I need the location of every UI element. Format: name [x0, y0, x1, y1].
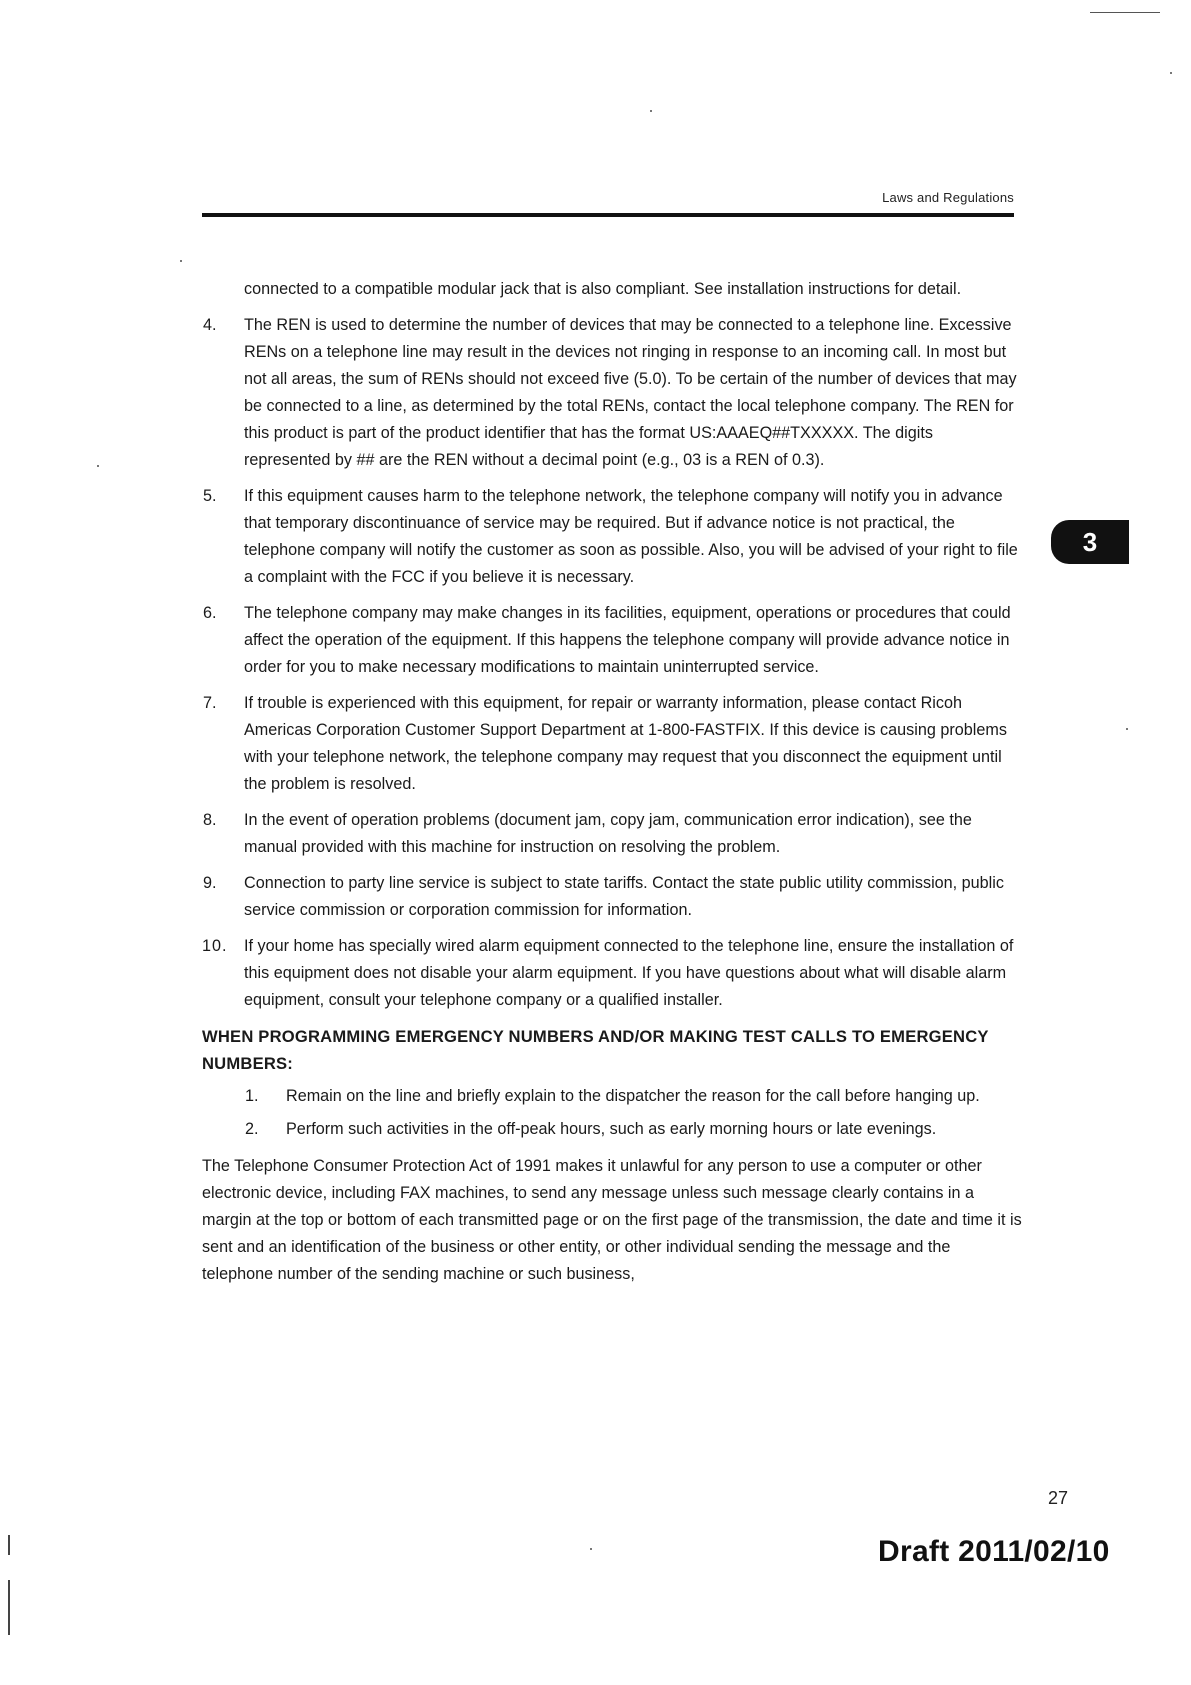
list-item-number: 6.: [203, 604, 217, 622]
list-item-number: 4.: [203, 316, 217, 334]
list-item-text: Connection to party line service is subject to state tariffs. Contact the state public utility commission, public service commission or corporation commission for information.: [244, 874, 1004, 919]
list-item-number: 1.: [245, 1087, 259, 1105]
scan-speck: [180, 260, 182, 262]
list-item-number: 5.: [203, 487, 217, 505]
list-item-number: 7.: [203, 694, 217, 712]
list-item-text: The REN is used to determine the number of devices that may be connected to a telephone line. Excessive RENs on a telephone line may result in the devices not ringing in response to an incoming call. In most but not all areas, the sum of RENs should not exceed five (5.0). To be certain of the number of devices that may be connected to a line, as determined by the total RENs, contact the local telephone company. The REN for this product is part of the product identifier that has the format US:AAAEQ##TXXXXX. The digits represented by ## are the REN without a decimal point (e.g., 03 is a REN of 0.3).: [244, 316, 1017, 469]
list-item: [244, 1116, 1022, 1143]
chapter-tab: [1051, 520, 1129, 564]
scan-margin-mark: [8, 1535, 10, 1555]
page-number: 27: [1048, 1488, 1069, 1508]
list-item: [202, 312, 1022, 474]
list-item: [202, 807, 1022, 861]
list-item-text: If your home has specially wired alarm equipment connected to the telephone line, ensure the installation of this equipment does not disable your alarm equipment. If you have questions about what will disable alarm equipment, consult your telephone company or a qualified installer.: [244, 937, 1014, 1009]
emergency-list: [244, 1083, 1022, 1143]
list-item-text: Remain on the line and briefly explain to the dispatcher the reason for the call before hanging up.: [286, 1087, 980, 1105]
list-item-number: 9.: [203, 874, 217, 892]
list-item: [202, 483, 1022, 591]
scan-speck: [1170, 72, 1172, 74]
list-item: [202, 933, 1022, 1014]
intro-continuation: connected to a compatible modular jack that is also compliant. See installation instructions for detail.: [244, 280, 962, 298]
list-item-text: If this equipment causes harm to the telephone network, the telephone company will notify you in advance that temporary discontinuance of service may be required. But if advance notice is not practical, the telephone company will notify the customer as soon as possible. Also, you will be advised of your right to file a complaint with the FCC if you believe it is necessary.: [244, 487, 1018, 586]
list-item: [202, 690, 1022, 798]
scan-edge-rule: [1090, 12, 1160, 13]
list-item: [202, 870, 1022, 924]
page-body: [202, 276, 1022, 1288]
header-rule: [202, 213, 1014, 217]
chapter-number: 3: [1082, 526, 1098, 557]
emergency-heading: WHEN PROGRAMMING EMERGENCY NUMBERS AND/OR MAKING TEST CALLS TO EMERGENCY NUMBERS:: [202, 1027, 989, 1073]
list-item: [244, 1083, 1022, 1110]
section-title: Laws and Regulations: [882, 190, 1014, 205]
list-item-number: 10.: [202, 937, 228, 955]
running-header: [202, 190, 1014, 217]
scan-speck: [1126, 728, 1128, 730]
scan-speck: [590, 1548, 592, 1550]
scan-speck: [650, 110, 652, 112]
list-item-text: In the event of operation problems (document jam, copy jam, communication error indication), see the manual provided with this machine for instruction on resolving the problem.: [244, 811, 972, 856]
scan-margin-mark: [8, 1580, 10, 1635]
closing-paragraph: The Telephone Consumer Protection Act of 1991 makes it unlawful for any person to use a computer or other electronic device, including FAX machines, to send any message unless such message clearly contains in a margin at the top or bottom of each transmitted page or on the first page of the transmission, the date and time it is sent and an identification of the business or other entity, or other individual sending the message and the telephone number of the sending machine or such business,: [202, 1157, 1022, 1283]
list-item-text: If trouble is experienced with this equipment, for repair or warranty information, please contact Ricoh Americas Corporation Customer Support Department at 1-800-FASTFIX. If this device is causing problems with your telephone network, the telephone company may request that you disconnect the equipment until the problem is resolved.: [244, 694, 1007, 793]
list-item-text: Perform such activities in the off-peak hours, such as early morning hours or late evenings.: [286, 1120, 937, 1138]
list-item-text: The telephone company may make changes in its facilities, equipment, operations or procedures that could affect the operation of the equipment. If this happens the telephone company will provide advance notice in order for you to make necessary modifications to maintain uninterrupted service.: [244, 604, 1011, 676]
draft-stamp: Draft 2011/02/10: [878, 1535, 1110, 1568]
list-item: [202, 600, 1022, 681]
list-item-number: 8.: [203, 811, 217, 829]
list-item-number: 2.: [245, 1120, 259, 1138]
scan-speck: [97, 465, 99, 467]
